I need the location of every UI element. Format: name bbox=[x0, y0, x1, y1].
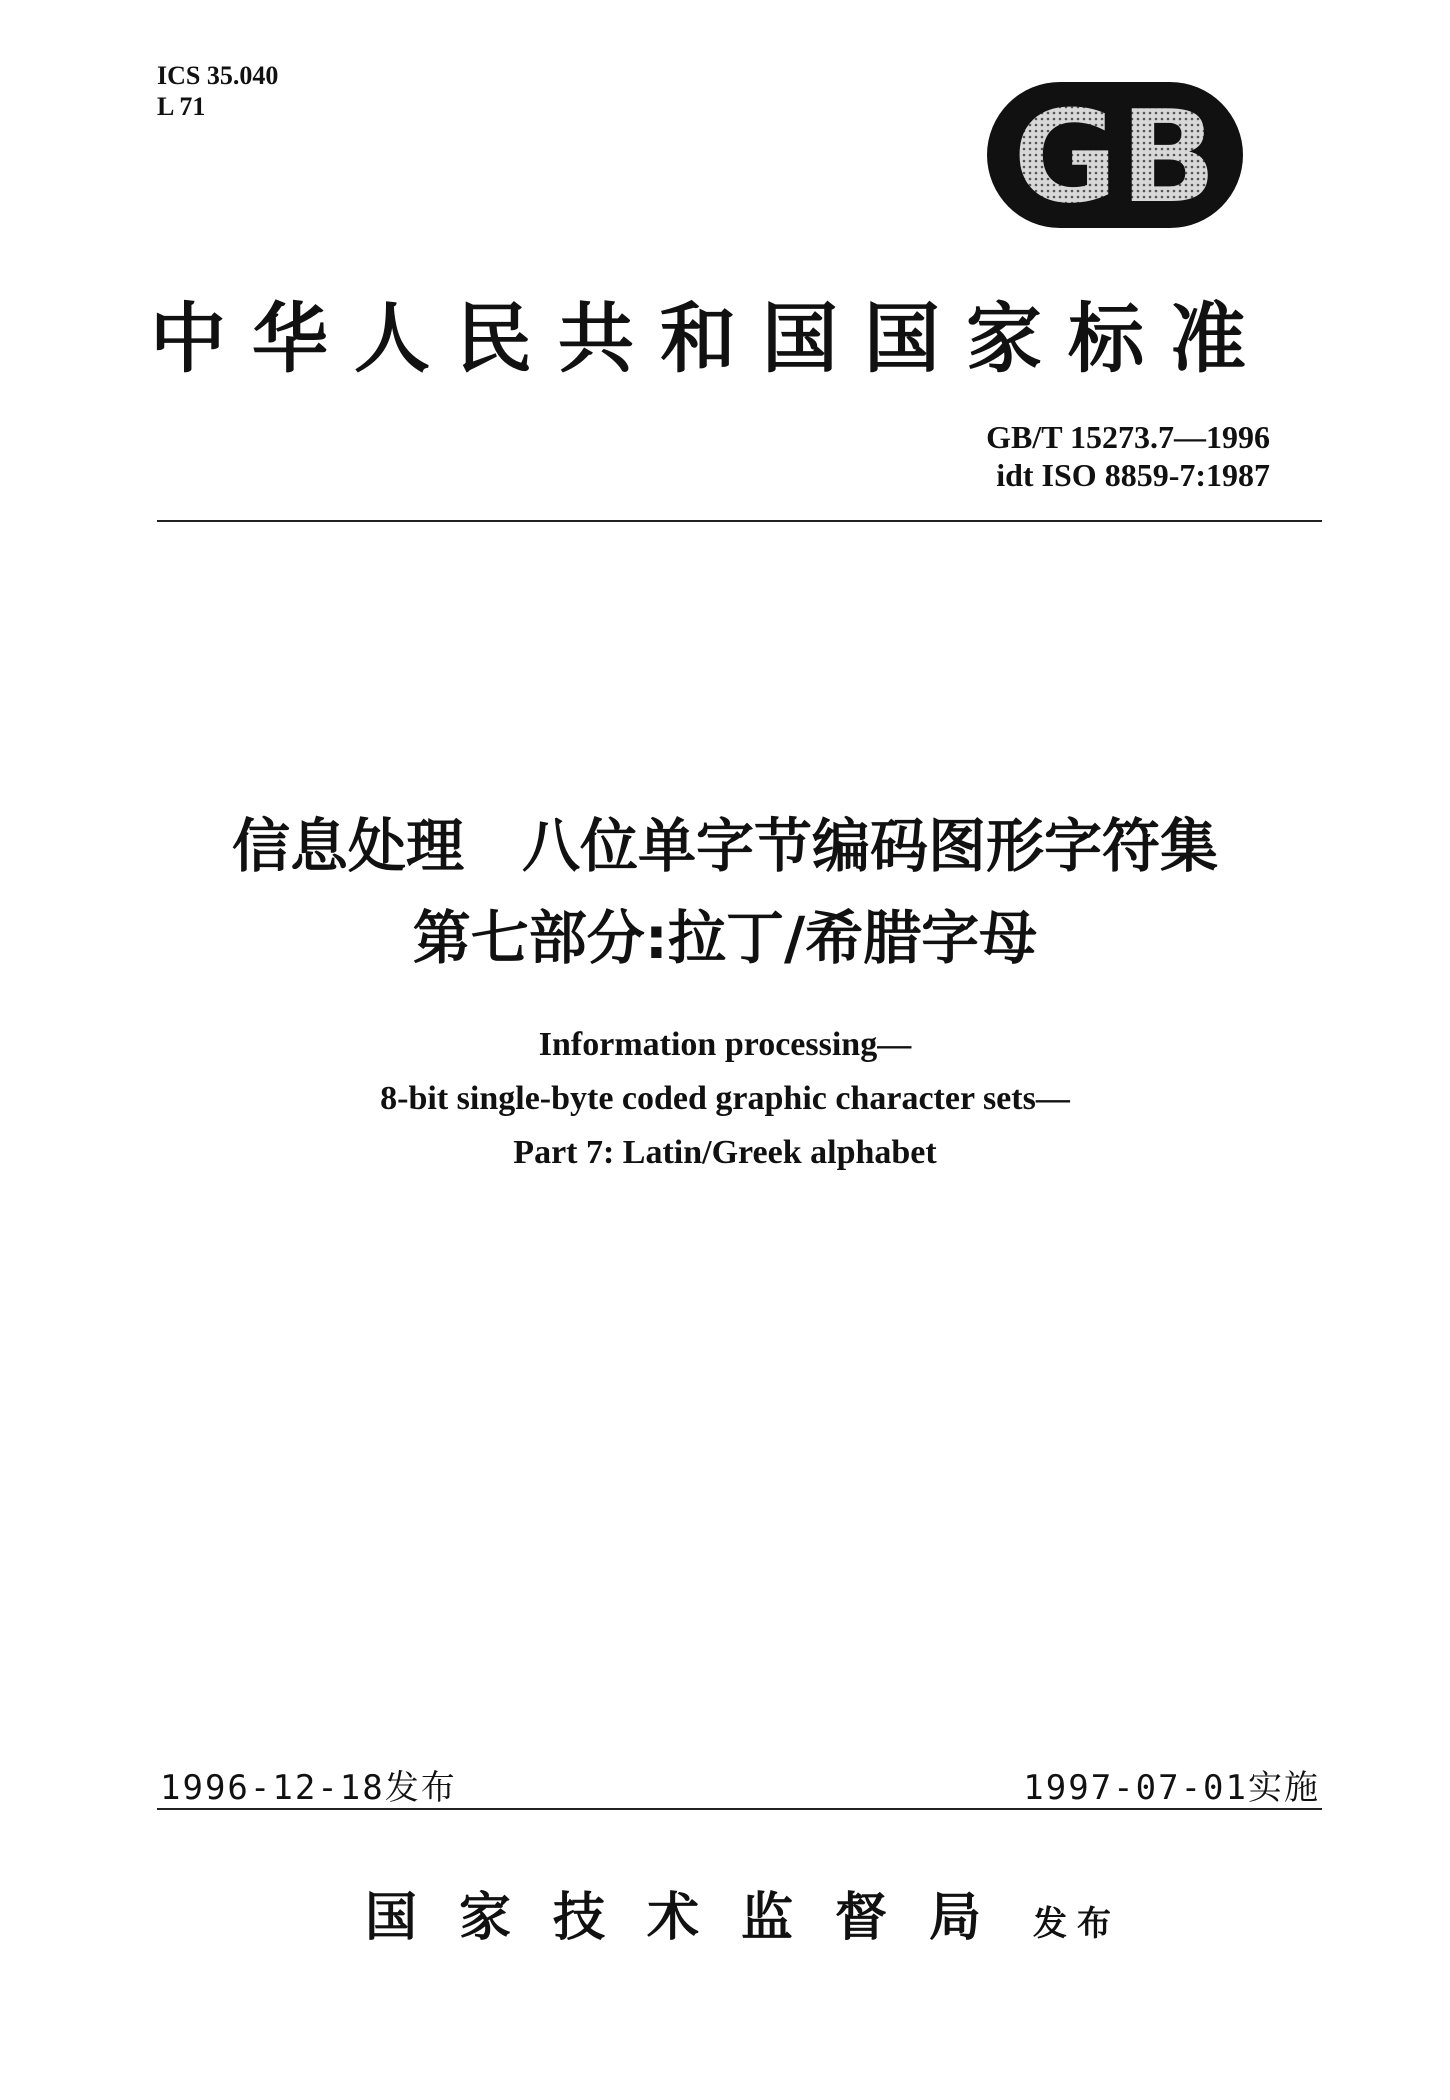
header-divider bbox=[157, 520, 1322, 522]
footer-divider bbox=[157, 1808, 1322, 1810]
chinese-title bbox=[100, 800, 1350, 984]
issue-date: 1996-12-18发布 bbox=[160, 1768, 457, 1808]
standard-number: GB/T 15273.7—1996 bbox=[986, 419, 1270, 455]
english-title-line-2: 8-bit single-byte coded graphic character sets— bbox=[380, 1080, 1070, 1117]
english-title-line-1: Information processing— bbox=[538, 1026, 912, 1063]
idt-reference: idt ISO 8859-7:1987 bbox=[996, 457, 1270, 493]
publisher-name: 国家技术监督局 bbox=[365, 1887, 1024, 1948]
publisher bbox=[365, 1875, 1121, 1950]
gb-logo bbox=[985, 80, 1245, 230]
english-title bbox=[100, 1018, 1350, 1180]
chinese-title-line-2: 第七部分:拉丁/希腊字母 bbox=[412, 904, 1038, 972]
english-title-line-3: Part 7: Latin/Greek alphabet bbox=[513, 1134, 937, 1171]
publisher-suffix: 发布 bbox=[1033, 1904, 1122, 1944]
chinese-title-line-1: 信息处理 八位单字节编码图形字符集 bbox=[231, 812, 1218, 880]
ics-code: ICS 35.040 bbox=[157, 61, 279, 90]
gb-logo-text: GB bbox=[1012, 81, 1218, 230]
standard-title: 中华人民共和国国家标准 bbox=[150, 294, 1272, 383]
implementation-date: 1997-07-01实施 bbox=[1023, 1768, 1320, 1808]
ccs-code: L 71 bbox=[157, 92, 206, 121]
classification-codes bbox=[157, 60, 278, 122]
standard-number-block bbox=[986, 418, 1270, 494]
